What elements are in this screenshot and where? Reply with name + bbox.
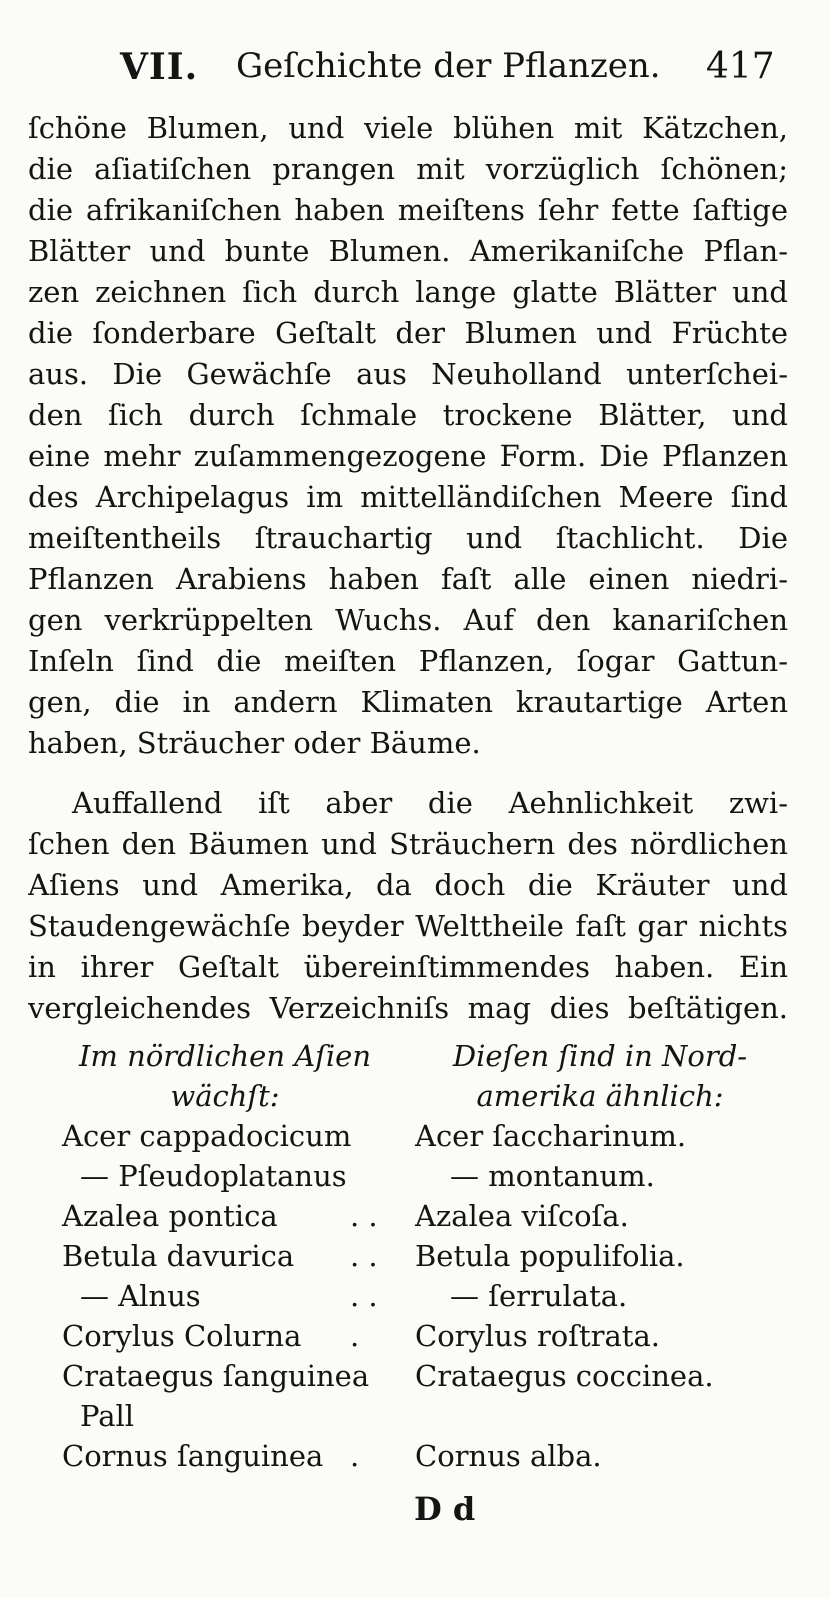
table-header [50, 1036, 790, 1116]
text-line: den ſich durch ſchmale trockene Blätter, und [28, 398, 788, 432]
text-line: Pflanzen Arabiens haben faſt alle einen niedri- [28, 562, 788, 596]
asia-species: Corylus Colurna [62, 1319, 302, 1353]
table-row [50, 1396, 790, 1436]
leader-dots: . . [350, 1199, 378, 1233]
table-row [50, 1236, 790, 1276]
text-line: die aſiatiſchen prangen mit vorzüglich ſchönen; [28, 152, 788, 186]
text-line: des Archipelagus im mittelländiſchen Meere ſind [28, 480, 788, 514]
text-line: vergleichendes Verzeichniſs mag dies beſtätigen. [28, 991, 788, 1025]
text-line: gen, die in andern Klimaten krautartige Arten [28, 685, 788, 719]
text-line: meiſtentheils ſtrauchartig und ſtachlicht. Die [28, 521, 788, 555]
leader-dots: . . [350, 1279, 378, 1313]
text-line: Inſeln ſind die meiſten Pflanzen, ſogar Gattun- [28, 644, 788, 678]
header-left-line1: Im nördlichen Aſien [78, 1039, 372, 1073]
text-line: die afrikaniſchen haben meiſtens ſehr fette ſaftige [28, 193, 788, 227]
leader-dots: . [350, 1319, 360, 1353]
text-line: ſchen den Bäumen und Sträuchern des nördlichen [28, 827, 788, 861]
table-row [50, 1316, 790, 1356]
america-species: Crataegus coccinea. [415, 1359, 714, 1393]
paragraph-2 [28, 783, 788, 1029]
leader-dots: . . [350, 1239, 378, 1273]
text-line: in ihrer Geſtalt übereinſtimmendes haben. Ein [28, 950, 788, 984]
page-number: 417 [706, 46, 775, 87]
asia-species: Crataegus ſanguinea [62, 1359, 370, 1393]
table-row [50, 1436, 790, 1476]
header-right-line1: Dieſen ſind in Nord- [452, 1039, 748, 1073]
header-left-line2: wächſt: [170, 1079, 280, 1113]
text-line: Staudengewächſe beyder Welttheile faſt gar nichts [28, 909, 788, 943]
text-line: gen verkrüppelten Wuchs. Auf den kanariſchen [28, 603, 788, 637]
header-right-line2: amerika ähnlich: [476, 1079, 724, 1113]
table-row [50, 1276, 790, 1316]
header-left [60, 1036, 390, 1116]
text-line: haben, Sträucher oder Bäume. [28, 726, 481, 760]
text-line: die ſonderbare Geſtalt der Blumen und Früchte [28, 316, 788, 350]
text-line: eine mehr zuſammengezogene Form. Die Pflanzen [28, 439, 788, 473]
table-row [50, 1356, 790, 1396]
table-row [50, 1196, 790, 1236]
america-species: Cornus alba. [415, 1439, 602, 1473]
america-species: Acer ſaccharinum. [415, 1119, 687, 1153]
running-header [0, 40, 830, 100]
text-line: zen zeichnen ſich durch lange glatte Blätter und [28, 275, 788, 309]
asia-species: Betula davurica [62, 1239, 295, 1273]
text-line: Aſiens und Amerika, da doch die Kräuter und [28, 868, 788, 902]
asia-species-author: Pall [80, 1399, 135, 1433]
chapter-title: Geſchichte der Pflanzen. [236, 46, 661, 86]
america-species: Betula populifolia. [415, 1239, 685, 1273]
header-right [410, 1036, 790, 1116]
paragraph-1 [28, 108, 788, 764]
text-line: aus. Die Gewächſe aus Neuholland unterſchei- [28, 357, 788, 391]
text-line: ſchöne Blumen, und viele blühen mit Kätzchen, [28, 111, 788, 145]
signature-mark: D d [414, 1490, 476, 1528]
leader-dots: . [350, 1439, 360, 1473]
asia-species: — Pſeudoplatanus [80, 1159, 347, 1193]
america-species: Azalea viſcoſa. [415, 1199, 629, 1233]
america-species: — ſerrulata. [450, 1279, 628, 1313]
chapter-number: VII. [120, 46, 199, 88]
asia-species: Acer cappadocicum [62, 1119, 352, 1153]
asia-species: Azalea pontica [62, 1199, 278, 1233]
america-species: Corylus roſtrata. [415, 1319, 660, 1353]
table-row [50, 1116, 790, 1156]
comparison-table [50, 1036, 790, 1476]
text-line: Auffallend iſt aber die Aehnlichkeit zwi- [72, 786, 788, 820]
asia-species: Cornus ſanguinea [62, 1439, 324, 1473]
asia-species: — Alnus [80, 1279, 201, 1313]
text-line: Blätter und bunte Blumen. Amerikaniſche Pflan- [28, 234, 788, 268]
america-species: — montanum. [450, 1159, 655, 1193]
table-row [50, 1156, 790, 1196]
